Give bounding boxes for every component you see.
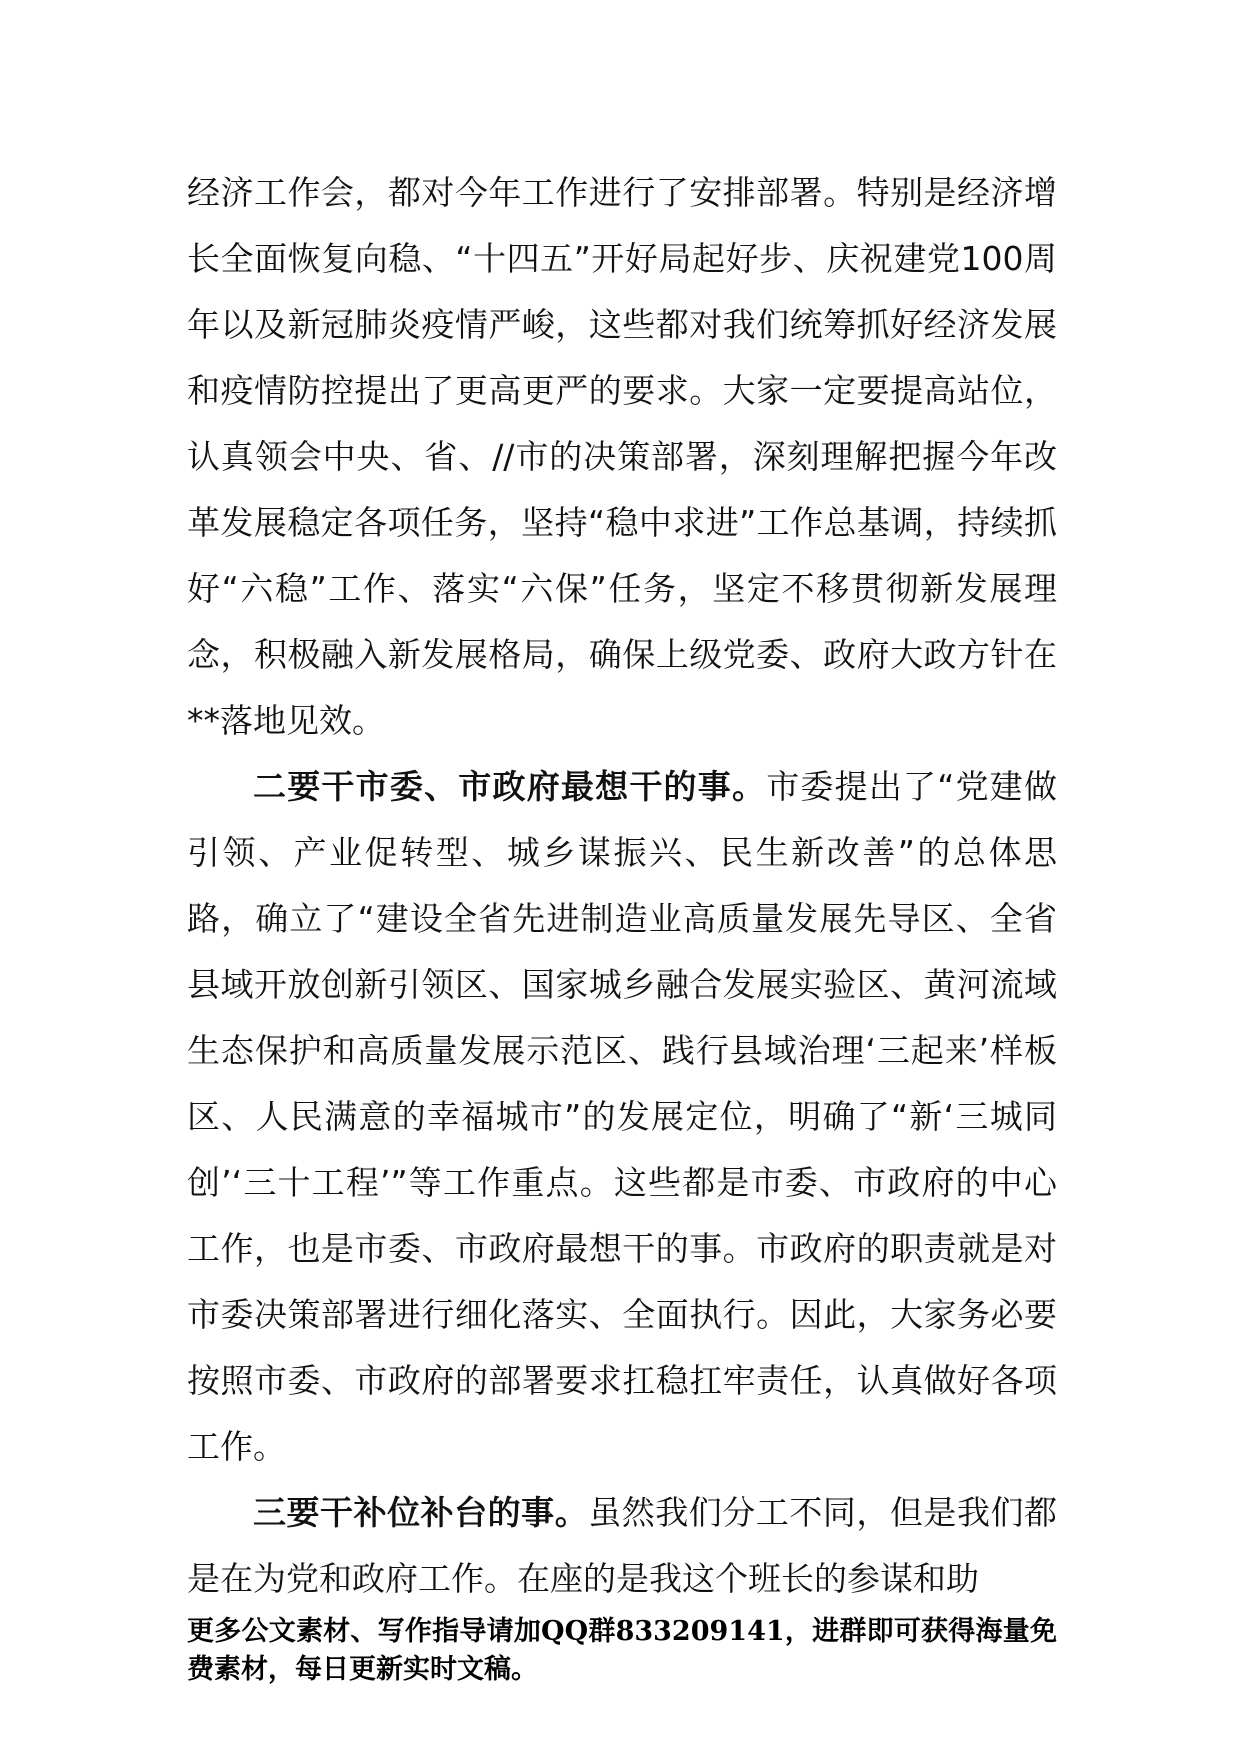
paragraph-text: 虽然我们分工不同，但是我们都是在为党和政府工作。在座的是我这个班长的参谋和助 [187, 1493, 1058, 1598]
document-body [187, 160, 1057, 1612]
paragraph-lead-heading: 二要干市委、市政府最想干的事。 [253, 767, 767, 806]
footer-promo-note: 更多公文素材、写作指导请加QQ群833209141，进群即可获得海量免费素材，每日更新实时文稿。 [187, 1616, 1057, 1685]
paragraph-text: 经济工作会，都对今年工作进行了安排部署。特别是经济增长全面恢复向稳、“十四五”开好局起好步、庆祝建党100周年以及新冠肺炎疫情严峻，这些都对我们统筹抓好经济发展和疫情防控提出了更高更严的要求。大家一定要提高站位，认真领会中央、省、//市的决策部署，深刻理解把握今年改革发展稳定各项任务，坚持“稳中求进”工作总基调，持续抓好“六稳”工作、落实“六保”任务，坚定不移贯彻新发展理念，积极融入新发展格局，确保上级党委、政府大政方针在**落地见效。 [187, 173, 1057, 740]
paragraph-point-three [187, 1480, 1057, 1612]
paragraph-text: 市委提出了“党建做引领、产业促转型、城乡谋振兴、民生新改善”的总体思路，确立了“建设全省先进制造业高质量发展先导区、全省县域开放创新引领区、国家城乡融合发展实验区、黄河流域生态保护和高质量发展示范区、践行县域治理‘三起来’样板区、人民满意的幸福城市”的发展定位，明确了“新‘三城同创’‘三十工程’”等工作重点。这些都是市委、市政府的中心工作，也是市委、市政府最想干的事。市政府的职责就是对市委决策部署进行细化落实、全面执行。因此，大家务必要按照市委、市政府的部署要求扛稳扛牢责任，认真做好各项工作。 [187, 767, 1058, 1466]
paragraph-point-two [187, 754, 1057, 1480]
paragraph-lead-heading: 三要干补位补台的事。 [253, 1493, 589, 1532]
paragraph-continuation [187, 160, 1057, 754]
